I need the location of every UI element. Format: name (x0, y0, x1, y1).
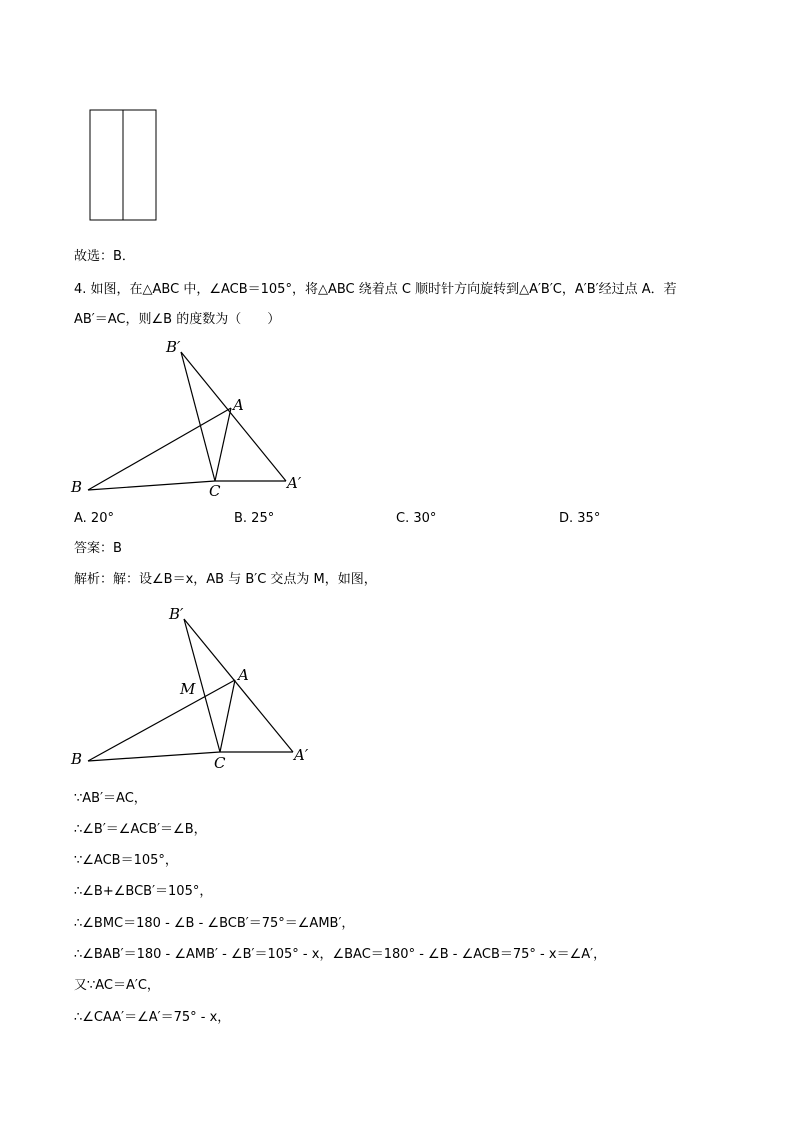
step-1: ∵AB′＝AC， (74, 791, 147, 806)
question-line-1: 4. 如图，在△ABC 中，∠ACB＝105°，将△ABC 绕着点 C 顺时针方向旋转到△A′B′C，A′B′经过点 A．若 (74, 282, 677, 297)
segment-C-A (215, 408, 231, 481)
segment-C-A-2 (220, 680, 235, 752)
step-7: 又∵AC＝A′C， (74, 978, 160, 993)
option-a: A. 20° (74, 511, 114, 526)
step-6: ∴∠BAB′＝180 - ∠AMB′ - ∠B′＝105° - x，∠BAC＝180° - ∠B - ∠ACB＝75° - x＝∠A′， (74, 947, 607, 962)
question-line-2: AB′＝AC，则∠B 的度数为（ ） (74, 312, 281, 327)
label-B-prime-2: B′ (169, 605, 184, 623)
label-C-2: C (214, 754, 226, 772)
triangle-figure-2 (60, 598, 330, 778)
label-A-prime-2: A′ (294, 746, 309, 764)
label-C: C (209, 482, 221, 500)
label-A-2: A (238, 666, 249, 684)
step-8: ∴∠CAA′＝∠A′＝75° - x， (74, 1010, 231, 1025)
option-c: C. 30° (396, 511, 437, 526)
label-B: B (71, 478, 83, 496)
step-5: ∴∠BMC＝180 - ∠B - ∠BCB′＝75°＝∠AMB′， (74, 916, 355, 931)
option-b: B. 25° (234, 511, 275, 526)
answer-line: 答案：B (74, 541, 122, 556)
label-M: M (180, 680, 196, 698)
step-2: ∴∠B′＝∠ACB′＝∠B， (74, 822, 207, 837)
step-3: ∵∠ACB＝105°， (74, 853, 178, 868)
segment-Bp-Ap (181, 352, 286, 481)
triangle-figure-1 (60, 330, 320, 505)
segment-B-A (88, 408, 231, 490)
segment-Bp-C (181, 352, 215, 481)
previous-answer: 故选：B． (74, 249, 135, 264)
option-d: D. 35° (559, 511, 601, 526)
segment-Bp-Ap-2 (184, 619, 293, 752)
rectangle-figure (86, 106, 162, 226)
segment-B-C (88, 481, 215, 490)
label-A: A (233, 396, 244, 414)
label-A-prime: A′ (287, 474, 302, 492)
segment-B-A-2 (88, 680, 235, 761)
label-B-prime: B′ (166, 338, 181, 356)
step-4: ∴∠B+∠BCB′＝105°， (74, 884, 213, 899)
analysis-intro: 解析：解：设∠B＝x，AB 与 B′C 交点为 M，如图， (74, 572, 377, 587)
label-B-2: B (71, 750, 83, 768)
segment-B-C-2 (88, 752, 220, 761)
